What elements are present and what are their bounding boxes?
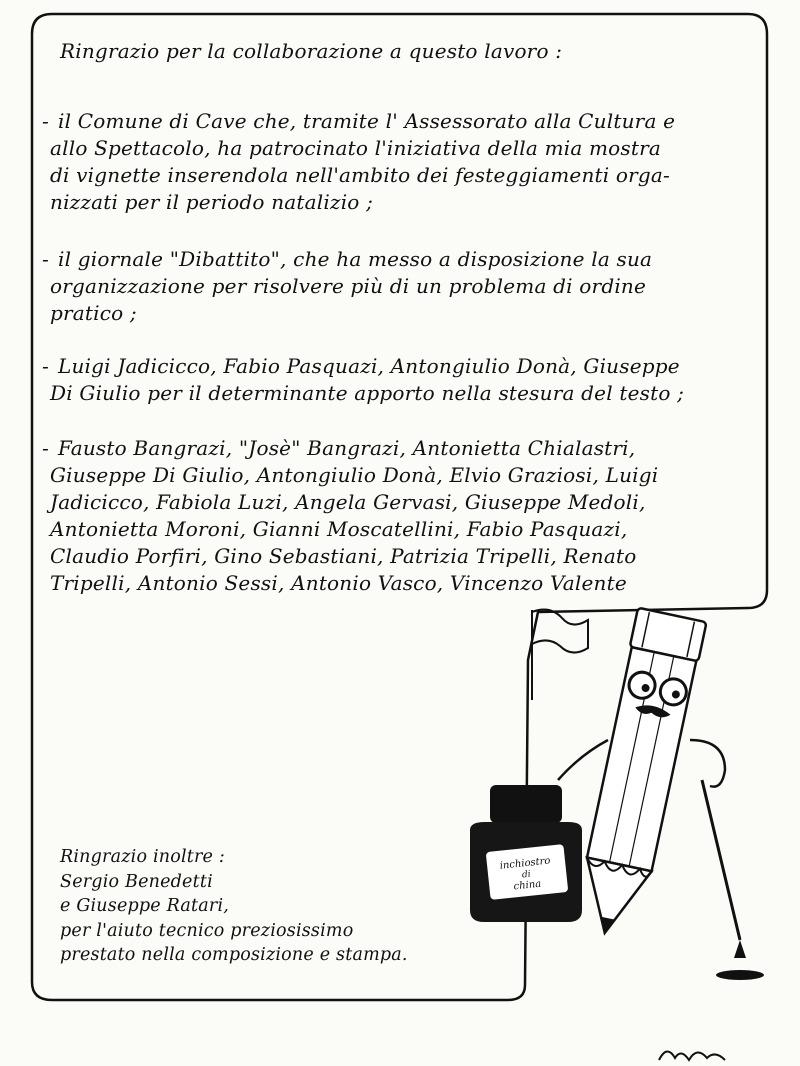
- item-line: Tripelli, Antonio Sessi, Antonio Vasco, Vincenzo Valente: [50, 571, 627, 595]
- item-line: di vignette inserendola nell'ambito dei festeggiamenti orga-: [50, 163, 670, 187]
- ink-label: china: [513, 878, 542, 893]
- item-line: Luigi Jadicicco, Fabio Pasquazi, Antongiulio Donà, Giuseppe: [58, 354, 680, 378]
- item-line: organizzazione per risolvere più di un problema di ordine: [50, 274, 647, 298]
- pencil-icon: [571, 608, 707, 940]
- ink-label: inchiostro: [499, 855, 551, 872]
- closing-line: Sergio Benedetti: [60, 871, 213, 892]
- item-bullet: -: [42, 436, 49, 460]
- closing-line: Ringrazio inoltre :: [60, 847, 225, 867]
- item-line: Di Giulio per il determinante apporto nella stesura del testo ;: [50, 381, 685, 405]
- item-line: il Comune di Cave che, tramite l' Assessorato alla Cultura e: [58, 109, 676, 133]
- item-line: allo Spettacolo, ha patrocinato l'iniziativa della mia mostra: [50, 136, 661, 160]
- pencil-character-illustration: [440, 590, 800, 1010]
- heading: Ringrazio per la collaborazione a questo lavoro :: [60, 39, 563, 63]
- item-bullet: -: [42, 247, 49, 271]
- item-line: Giuseppe Di Giulio, Antongiulio Donà, Elvio Graziosi, Luigi: [50, 463, 659, 487]
- closing-line: per l'aiuto tecnico preziosissimo: [60, 920, 354, 941]
- item-line: nizzati per il periodo natalizio ;: [50, 190, 374, 214]
- signature: [655, 1040, 745, 1066]
- item-line: pratico ;: [50, 301, 137, 325]
- item-line: Jadicicco, Fabiola Luzi, Angela Gervasi, Giuseppe Medoli,: [50, 490, 646, 514]
- closing-line: prestato nella composizione e stampa.: [60, 945, 408, 965]
- item-bullet: -: [42, 354, 49, 378]
- closing-line: e Giuseppe Ratari,: [60, 896, 230, 916]
- item-line: Claudio Porfiri, Gino Sebastiani, Patrizia Tripelli, Renato: [50, 544, 637, 568]
- ink-bottle-icon: [470, 785, 582, 922]
- item-line: Fausto Bangrazi, "Josè" Bangrazi, Antonietta Chialastri,: [58, 436, 636, 460]
- item-line: il giornale "Dibattito", che ha messo a disposizione la sua: [58, 247, 653, 271]
- item-line: Antonietta Moroni, Gianni Moscatellini, Fabio Pasquazi,: [50, 517, 628, 541]
- item-bullet: -: [42, 109, 49, 133]
- ink-label: di: [521, 869, 532, 881]
- flag-icon: [532, 610, 588, 700]
